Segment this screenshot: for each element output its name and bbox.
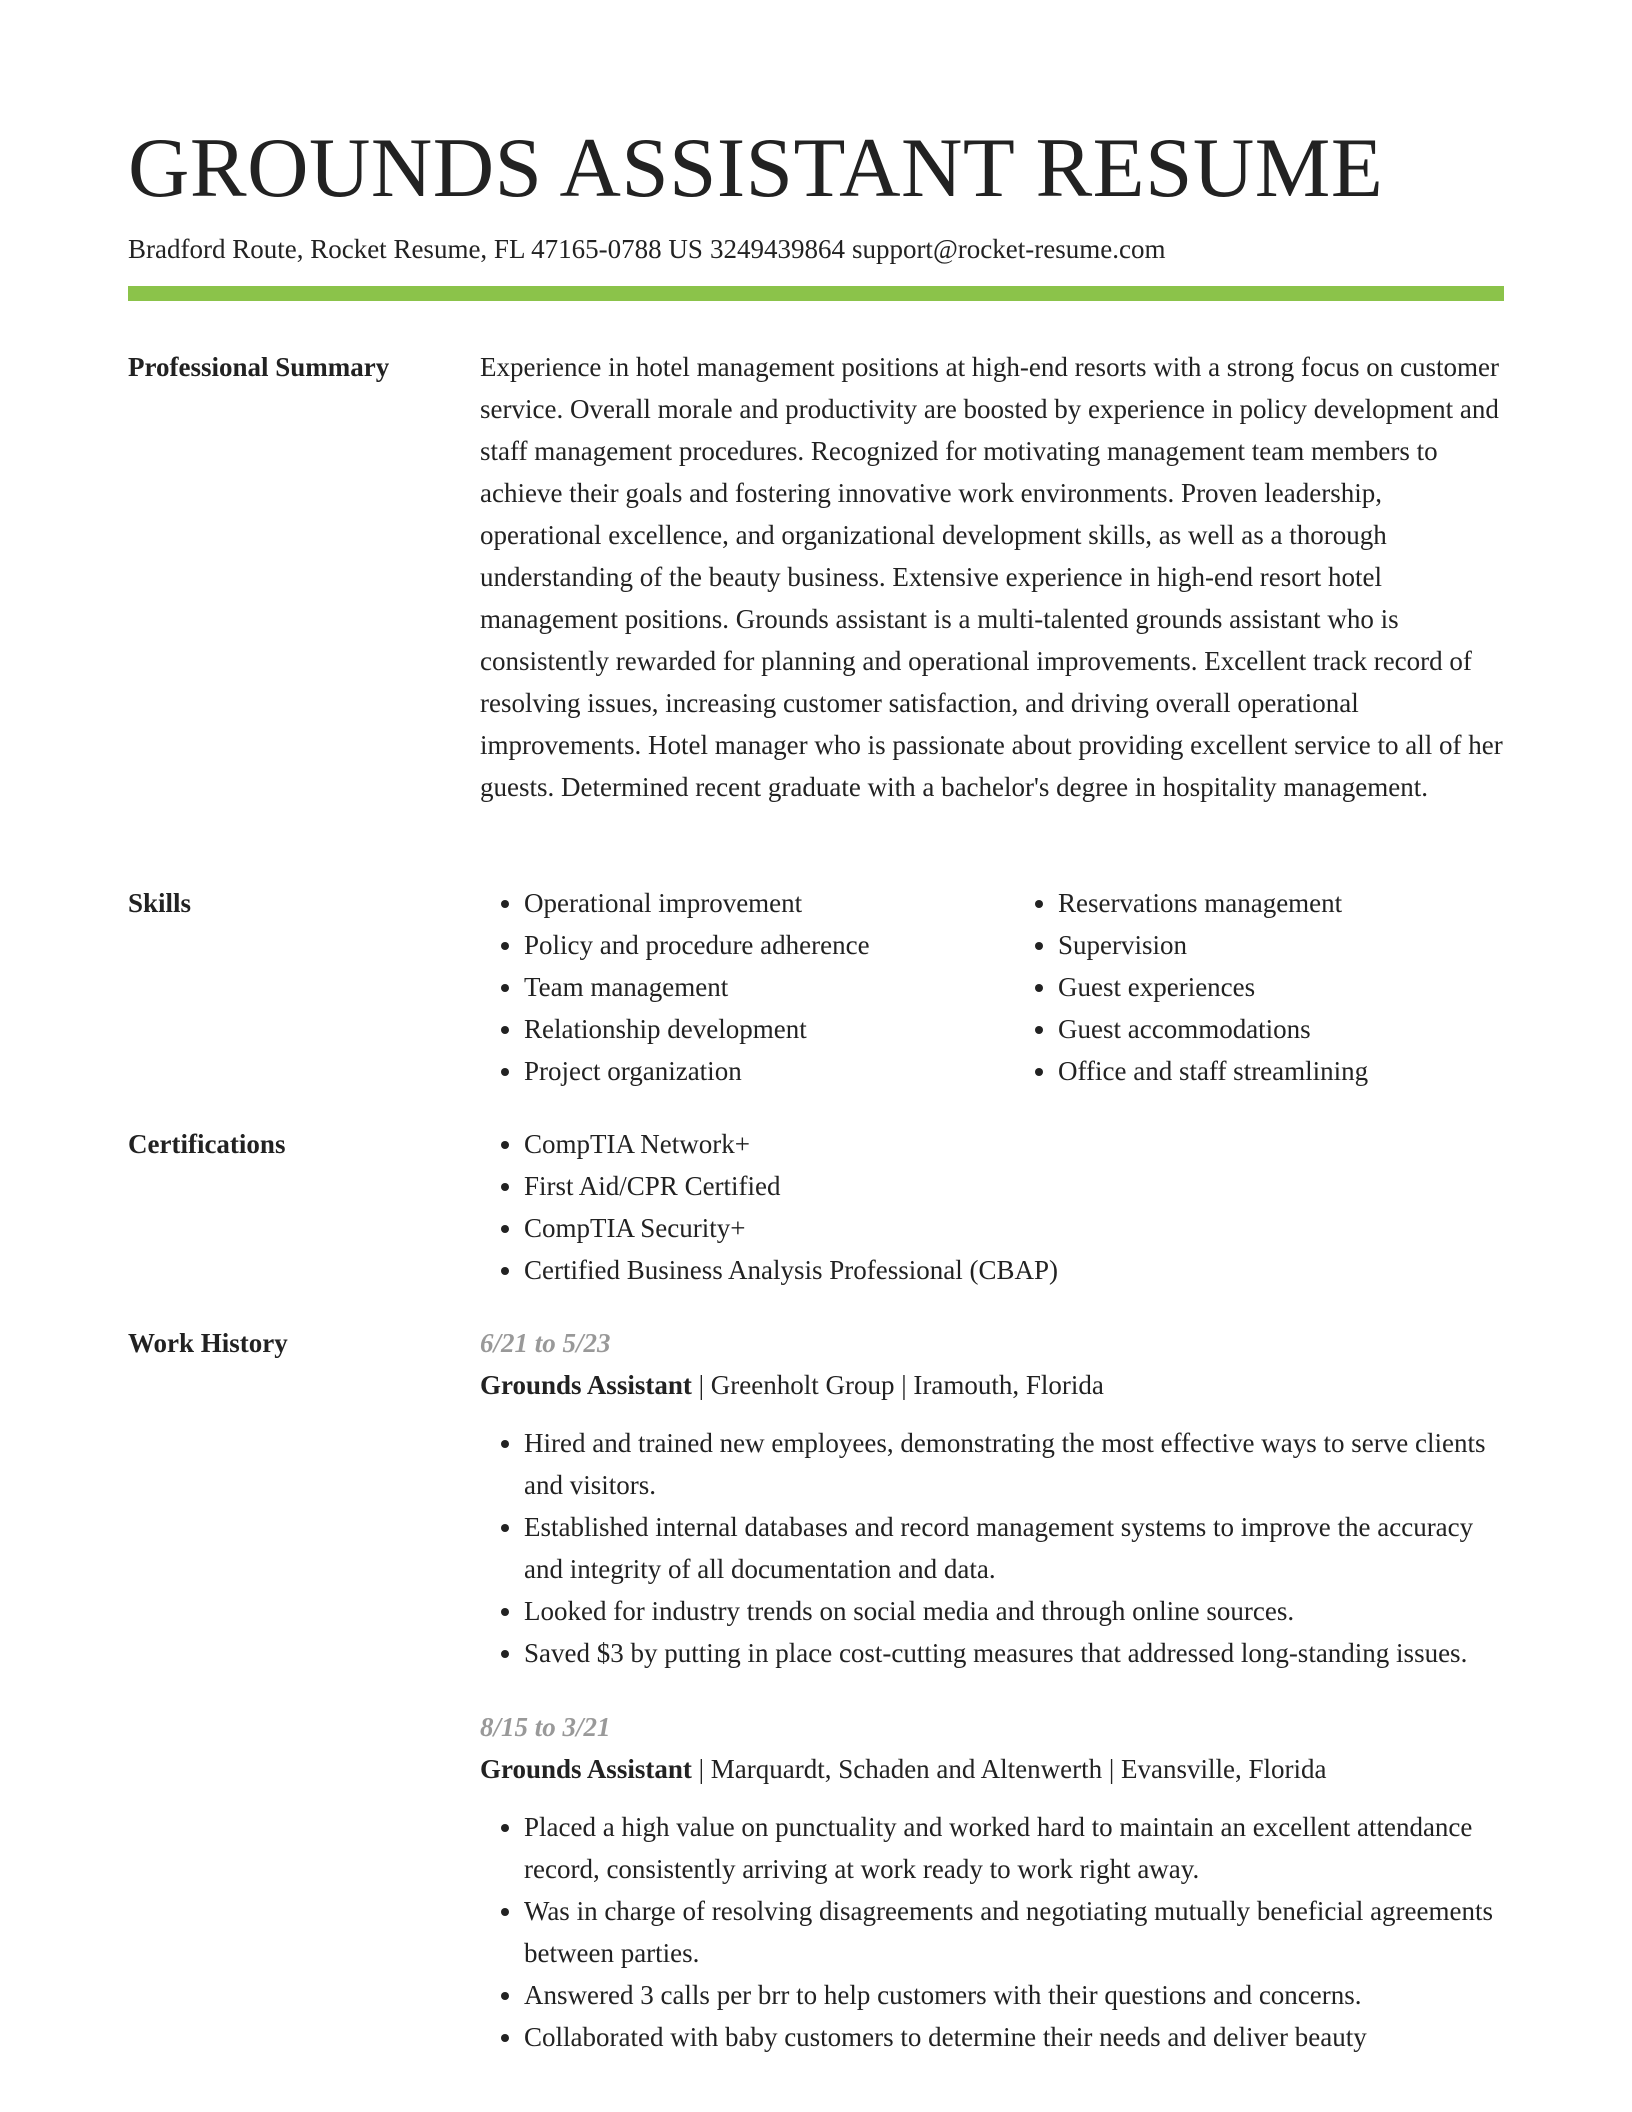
job-bullets	[480, 1806, 1504, 2058]
skill-item: • Guest accommodations	[1058, 1008, 1504, 1050]
work-history-body	[480, 1322, 1504, 2058]
job-title: Grounds Assistant	[480, 1754, 692, 1784]
skill-item: • Relationship development	[524, 1008, 970, 1050]
skills-list-right	[1014, 882, 1504, 1092]
job-details: | Marquardt, Schaden and Altenwerth | Evansville, Florida	[691, 1754, 1327, 1784]
work-history-label: Work History	[128, 1328, 288, 1358]
skill-item: • Reservations management	[1058, 882, 1504, 924]
job-dates: 6/21 to 5/23	[480, 1328, 611, 1358]
contact-phone: 3249439864	[709, 234, 845, 264]
contact-email: support@rocket-resume.com	[851, 234, 1166, 264]
skill-item: • Team management	[524, 966, 970, 1008]
job-bullet: • Hired and trained new employees, demonstrating the most effective ways to serve clients and visitors.	[524, 1422, 1504, 1506]
summary-label: Professional Summary	[128, 352, 390, 382]
skill-item: • Operational improvement	[524, 882, 970, 924]
certification-item: • CompTIA Network+	[524, 1123, 1504, 1165]
skill-item: • Supervision	[1058, 924, 1504, 966]
resume-title: GROUNDS ASSISTANT RESUME	[128, 121, 1384, 215]
contact-address: Bradford Route, Rocket Resume, FL 47165-0788 US	[128, 234, 703, 264]
skill-item: • Project organization	[524, 1050, 970, 1092]
job-entry	[480, 1322, 1504, 1674]
job-bullets	[480, 1422, 1504, 1674]
job-entry	[480, 1706, 1504, 2058]
certifications-label: Certifications	[128, 1129, 286, 1159]
skill-item: • Guest experiences	[1058, 966, 1504, 1008]
skills-label: Skills	[128, 888, 192, 918]
skill-item: • Office and staff streamlining	[1058, 1050, 1504, 1092]
certification-item: • First Aid/CPR Certified	[524, 1165, 1504, 1207]
skill-item: • Policy and procedure adherence	[524, 924, 970, 966]
job-bullet: • Established internal databases and record management systems to improve the accuracy and integrity of all documentation and data.	[524, 1506, 1504, 1590]
job-heading	[480, 1364, 1504, 1406]
skills-list-left	[480, 882, 970, 1092]
contact-line	[128, 232, 1165, 266]
job-bullet: • Answered 3 calls per brr to help customers with their questions and concerns.	[524, 1974, 1504, 2016]
job-dates: 8/15 to 3/21	[480, 1712, 611, 1742]
header-accent-rule	[128, 286, 1504, 301]
job-bullet: • Looked for industry trends on social media and through online sources.	[524, 1590, 1504, 1632]
job-bullet: • Placed a high value on punctuality and worked hard to maintain an excellent attendance record, consistently arriving at work ready to work right away.	[524, 1806, 1504, 1890]
summary-text: Experience in hotel management positions at high-end resorts with a strong focus on customer service. Overall morale and productivity are boosted by experience in policy development and staff management procedures. Recognized for motivating management team members to achieve their goals and fostering innovative work environments. Proven leadership, operational excellence, and organizational development skills, as well as a thorough understanding of the beauty business. Extensive experience in high-end resort hotel management positions. Grounds assistant is a multi-talented grounds assistant who is consistently rewarded for planning and operational improvements. Excellent track record of resolving issues, increasing customer satisfaction, and driving overall operational improvements. Hotel manager who is passionate about providing excellent service to all of her guests. Determined recent graduate with a bachelor's degree in hospitality management.	[480, 352, 1503, 802]
certifications-body	[480, 1123, 1504, 1291]
skills-columns	[480, 882, 1504, 1092]
certifications-list	[480, 1123, 1504, 1291]
job-details: | Greenholt Group | Iramouth, Florida	[691, 1370, 1104, 1400]
job-bullet: • Was in charge of resolving disagreements and negotiating mutually beneficial agreements between parties.	[524, 1890, 1504, 1974]
certification-item: • CompTIA Security+	[524, 1207, 1504, 1249]
summary-body	[480, 346, 1504, 808]
job-title: Grounds Assistant	[480, 1370, 692, 1400]
job-bullet: • Collaborated with baby customers to determine their needs and deliver beauty	[524, 2016, 1504, 2058]
job-heading	[480, 1748, 1504, 1790]
certification-item: • Certified Business Analysis Professional (CBAP)	[524, 1249, 1504, 1291]
job-bullet: • Saved $3 by putting in place cost-cutting measures that addressed long-standing issues.	[524, 1632, 1504, 1674]
